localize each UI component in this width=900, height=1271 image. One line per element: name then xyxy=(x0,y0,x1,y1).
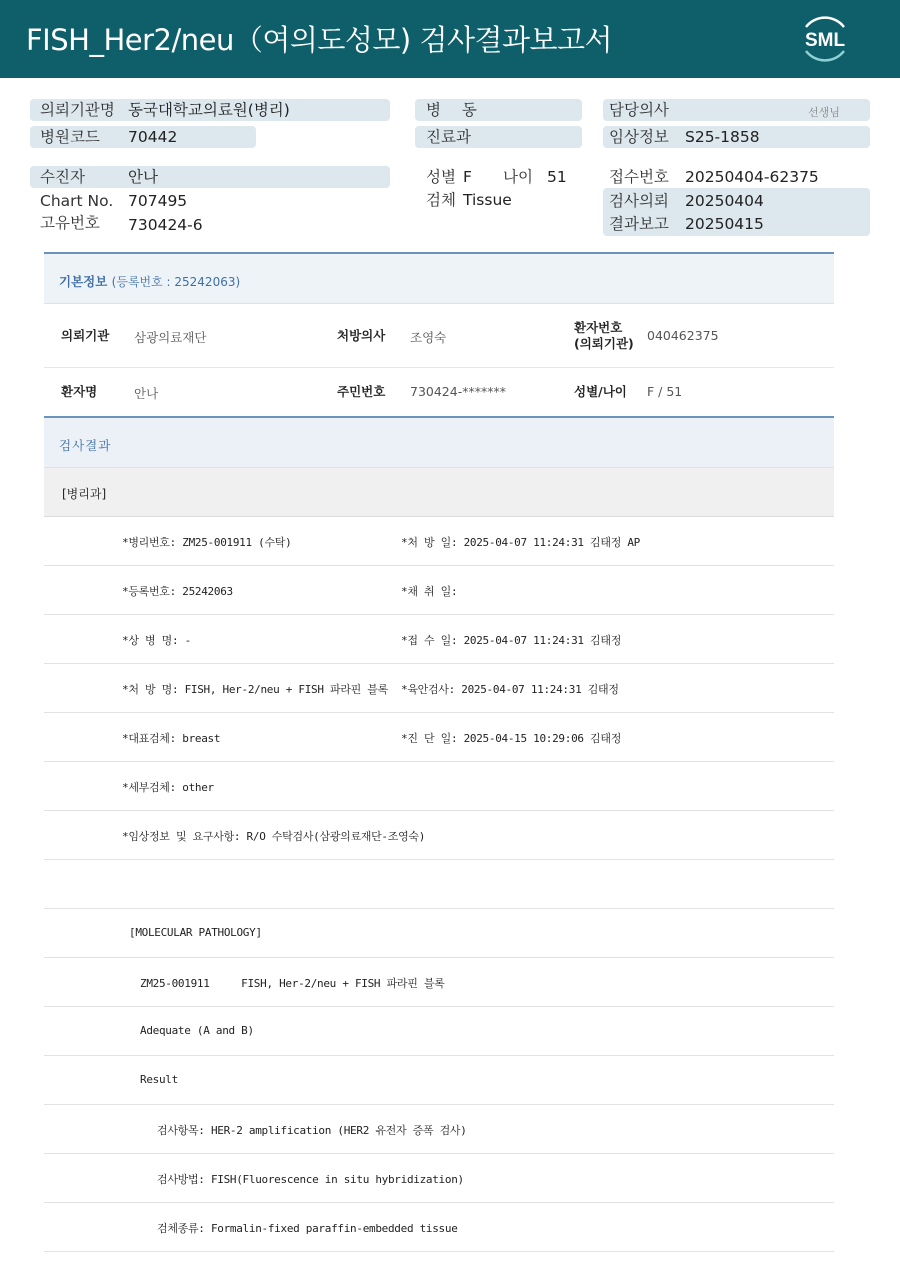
age-label: 나이 xyxy=(503,168,533,186)
results-header xyxy=(44,418,834,468)
registration-note: (등록번호 : 25242063) xyxy=(111,275,241,289)
result-row xyxy=(44,1203,834,1252)
unique-label: 고유번호 xyxy=(40,214,100,232)
sex-age-key: 성별/나이 xyxy=(574,384,627,399)
department-label: 진료과 xyxy=(426,128,471,146)
chart-label: Chart No. xyxy=(40,192,114,210)
requesting-org-key: 의뢰기관 xyxy=(61,328,110,343)
unique-value: 730424-6 xyxy=(128,216,203,234)
resident-number-key: 주민번호 xyxy=(337,384,386,399)
result-row-empty xyxy=(44,860,834,909)
result-row xyxy=(44,517,834,566)
result-row-right: *육안검사: 2025-04-07 11:24:31 김태정 xyxy=(401,683,619,696)
patient-number-value: 040462375 xyxy=(647,328,719,343)
result-row-right: *진 단 일: 2025-04-15 10:29:06 김태정 xyxy=(401,732,622,745)
institution-label: 의뢰기관명 xyxy=(40,101,115,119)
result-row-left: 검사방법: FISH(Fluorescence in situ hybridization) xyxy=(157,1173,464,1186)
chart-value: 707495 xyxy=(128,192,188,210)
result-row-left: Adequate (A and B) xyxy=(140,1024,254,1037)
result-row xyxy=(44,958,834,1007)
result-row xyxy=(44,664,834,713)
result-row-left: ZM25-001911 FISH, Her-2/neu + FISH 파라핀 블록 xyxy=(140,977,445,990)
receipt-value: 20250404-62375 xyxy=(685,168,819,186)
prescriber-key: 처방의사 xyxy=(337,328,386,343)
patient-name-key: 환자명 xyxy=(61,384,98,399)
result-row-left: *처 방 명: FISH, Her-2/neu + FISH 파라핀 블록 xyxy=(122,683,388,696)
department-header xyxy=(44,468,834,517)
patient-label: 수진자 xyxy=(40,168,85,186)
sex-label: 성별 xyxy=(426,168,456,186)
patient-name-value: 안나 xyxy=(134,386,159,401)
sex-value: F xyxy=(463,168,472,186)
result-row-left: 검사항목: HER-2 amplification (HER2 유전자 증폭 검사) xyxy=(157,1124,467,1137)
result-row-left: *대표검체: breast xyxy=(122,732,221,745)
result-row-left: *병리번호: ZM25-001911 (수탁) xyxy=(122,536,292,549)
result-row-right: *채 취 일: xyxy=(401,585,458,598)
specimen-value: Tissue xyxy=(463,191,512,209)
doctor-suffix: 선생님 xyxy=(808,106,840,119)
basic-info-header xyxy=(44,252,834,304)
sml-logo-icon xyxy=(796,13,854,65)
report-body xyxy=(44,252,834,1252)
clinical-value: S25-1858 xyxy=(685,128,760,146)
patient-number-key: 환자번호 xyxy=(574,320,623,335)
age-value: 51 xyxy=(547,168,567,186)
report-header xyxy=(0,0,900,78)
result-row-left: 검체종류: Formalin-fixed paraffin-embedded tissue xyxy=(157,1222,458,1235)
result-label: 결과보고 xyxy=(609,215,669,233)
result-row xyxy=(44,1056,834,1105)
result-row-left: *세부검체: other xyxy=(122,781,214,794)
basic-info-title: 기본정보 xyxy=(59,274,108,289)
result-row-left: *상 병 명: - xyxy=(122,634,191,647)
basic-info-row-1 xyxy=(44,304,834,368)
result-row xyxy=(44,1007,834,1056)
request-label: 검사의뢰 xyxy=(609,192,669,210)
logo-text: SML xyxy=(804,30,846,51)
patient-value: 안나 xyxy=(128,168,158,186)
prescriber-value: 조영숙 xyxy=(410,330,447,345)
result-row xyxy=(44,1105,834,1154)
result-row xyxy=(44,1154,834,1203)
result-row-left: *임상정보 및 요구사항: R/O 수탁검사(삼광의료재단-조영숙) xyxy=(122,830,426,843)
results-rows xyxy=(44,517,834,1252)
result-row xyxy=(44,909,834,958)
resident-number-value: 730424-******* xyxy=(410,384,506,399)
doctor-label: 담당의사 xyxy=(609,101,669,119)
result-row xyxy=(44,566,834,615)
result-row xyxy=(44,615,834,664)
clinical-label: 임상정보 xyxy=(609,128,669,146)
result-row-left: *등록번호: 25242063 xyxy=(122,585,233,598)
basic-info-row-2 xyxy=(44,368,834,418)
ward-label: 병 동 xyxy=(426,101,485,119)
result-row xyxy=(44,762,834,811)
result-row-left: [MOLECULAR PATHOLOGY] xyxy=(129,926,262,939)
sex-age-value: F / 51 xyxy=(647,384,683,399)
request-value: 20250404 xyxy=(685,192,764,210)
requesting-org-value: 삼광의료재단 xyxy=(134,330,207,345)
institution-value: 동국대학교의료원(병리) xyxy=(128,101,290,119)
result-row-right: *처 방 일: 2025-04-07 11:24:31 김태정 AP xyxy=(401,536,640,549)
result-value: 20250415 xyxy=(685,215,764,233)
hospital-code-value: 70442 xyxy=(128,128,178,146)
receipt-label: 접수번호 xyxy=(609,168,669,186)
result-row xyxy=(44,713,834,762)
result-row-right: *접 수 일: 2025-04-07 11:24:31 김태정 xyxy=(401,634,622,647)
hospital-code-label: 병원코드 xyxy=(40,128,100,146)
result-row xyxy=(44,811,834,860)
results-title: 검사결과 xyxy=(59,438,112,453)
department-title: [병리과] xyxy=(62,487,107,501)
result-row-left: Result xyxy=(140,1073,178,1086)
specimen-label: 검체 xyxy=(426,191,456,209)
patient-number-key-sub: (의뢰기관) xyxy=(574,336,634,351)
report-title: FISH_Her2/neu（여의도성모) 검사결과보고서 xyxy=(26,23,613,57)
